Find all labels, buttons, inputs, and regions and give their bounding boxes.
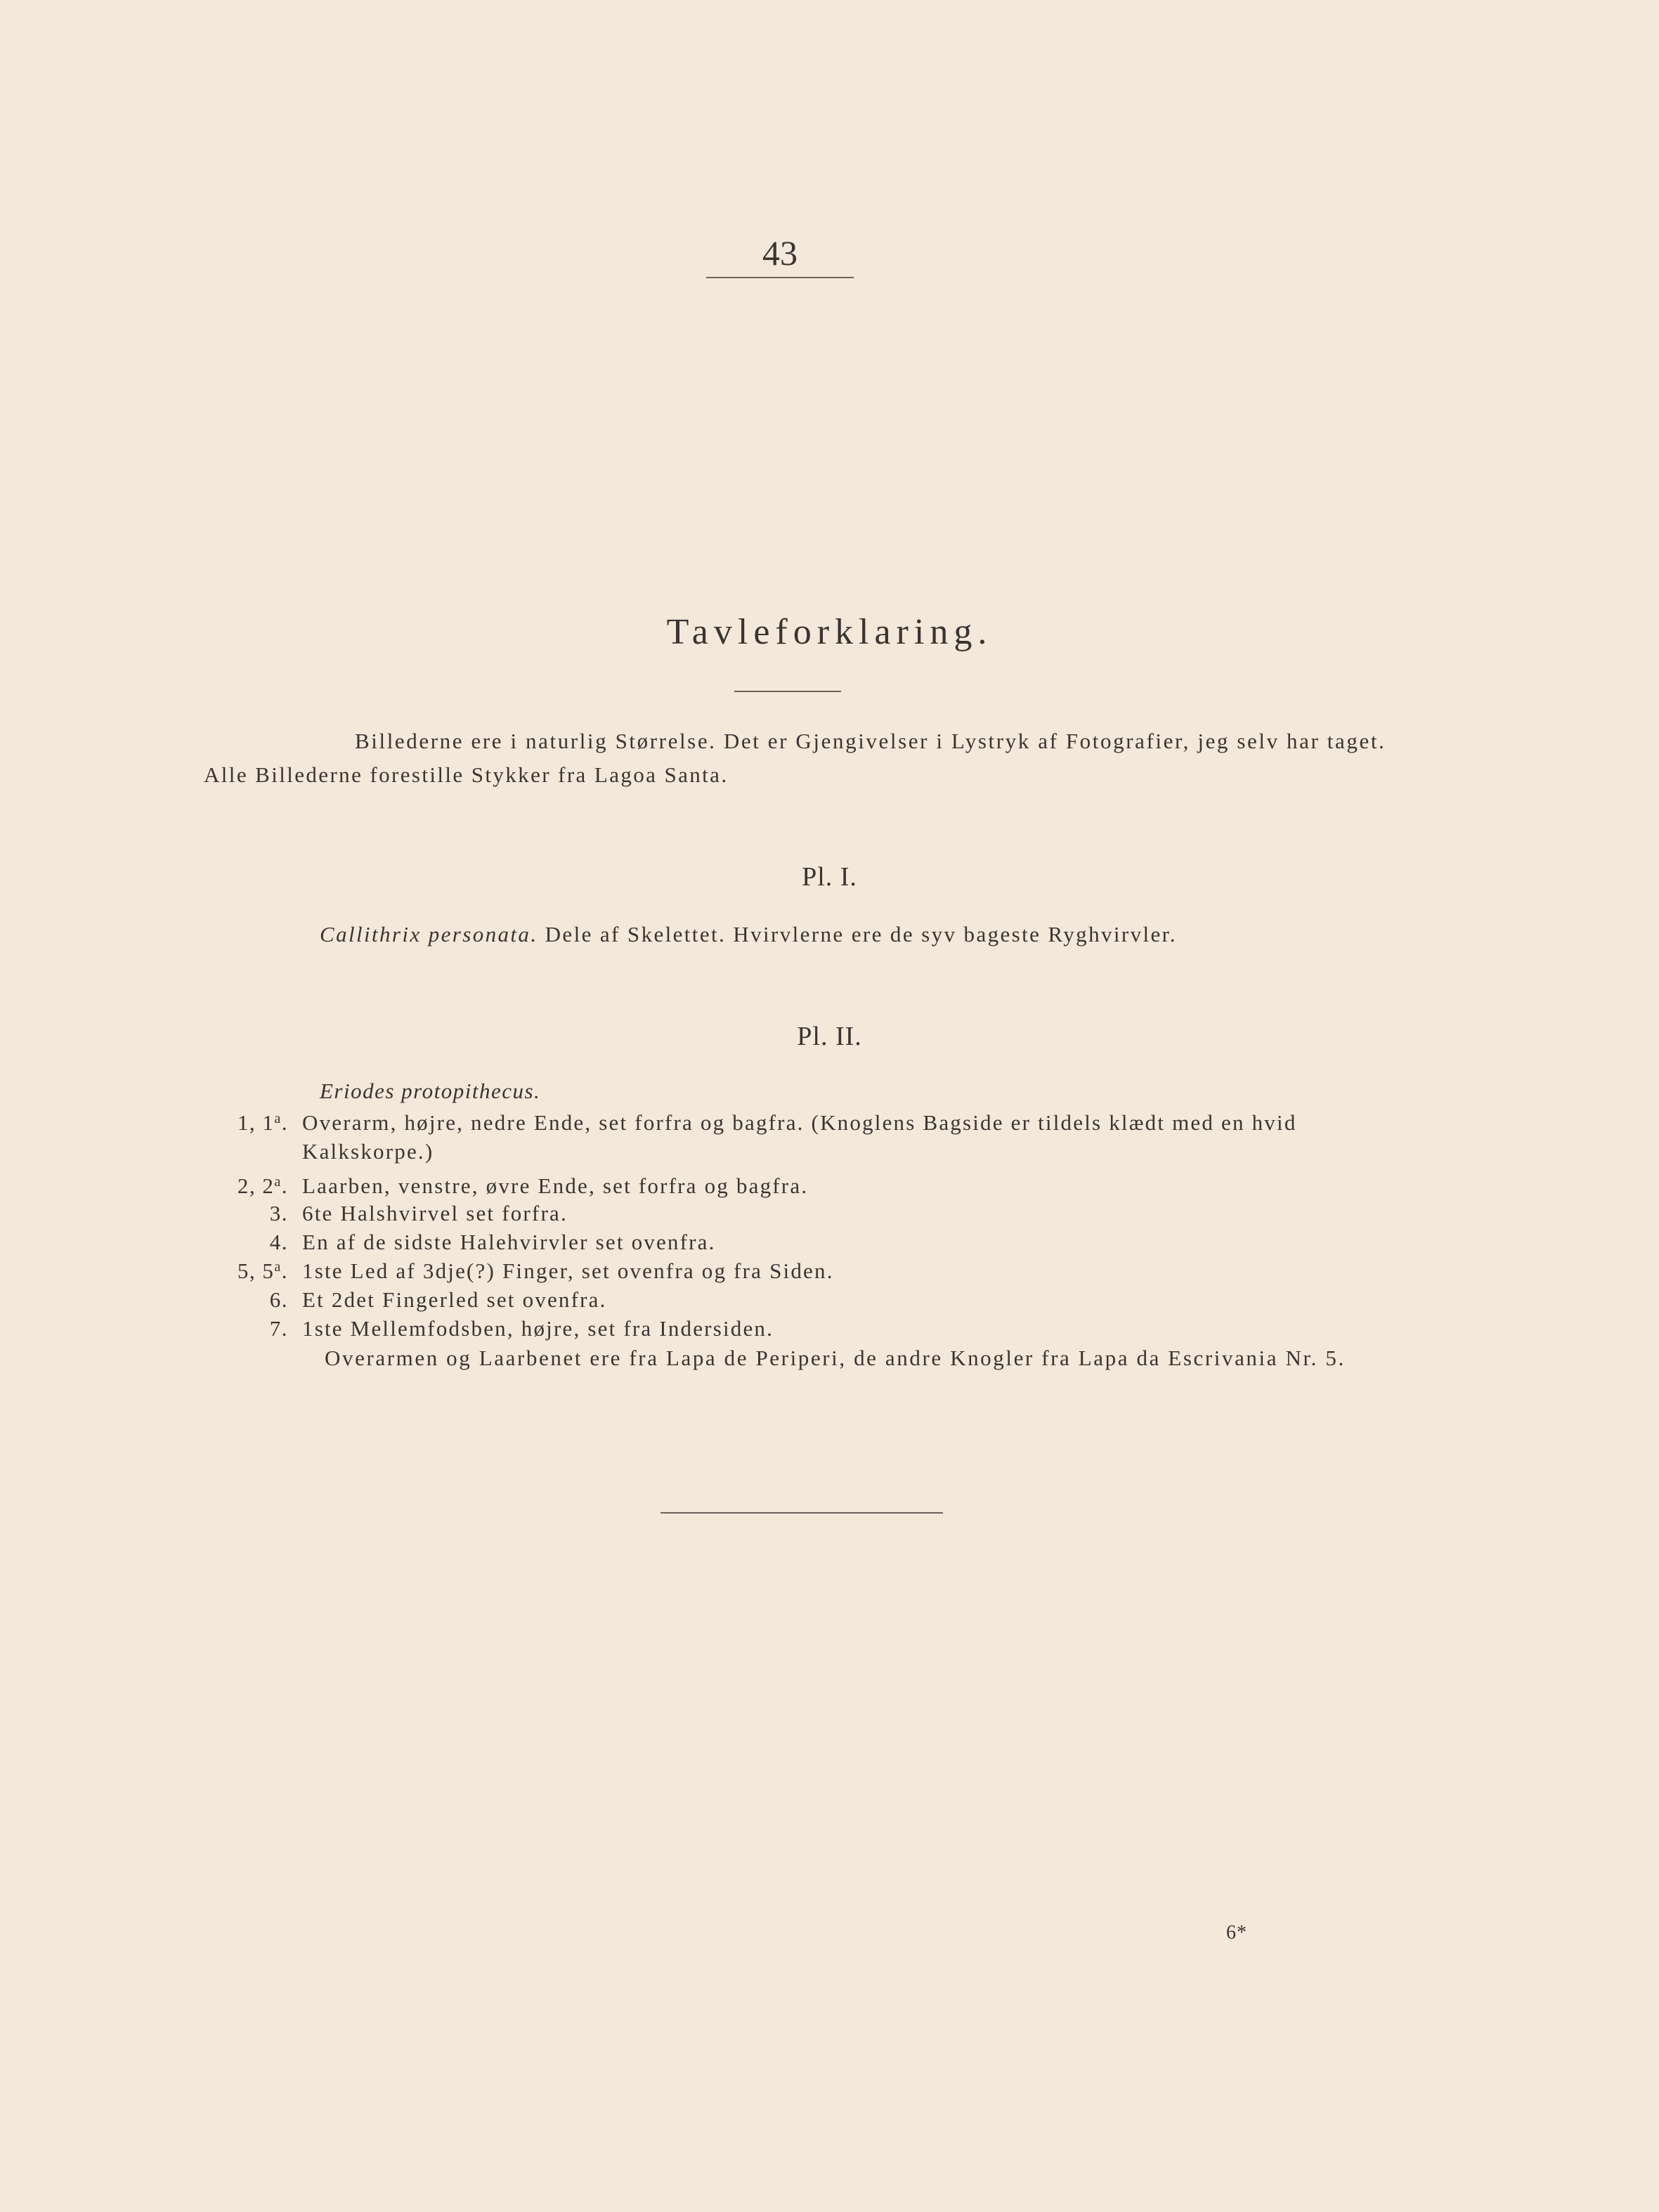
entry-text: 6te Halshvirvel set forfra. [302,1201,568,1225]
entry-text: Et 2det Fingerled set ovenfra. [302,1287,607,1312]
entry-text: En af de sidste Halehvirvler set ovenfra. [302,1230,716,1254]
intro-line-1: Billederne ere i naturlig Størrelse. Det er Gjengivelser i Lystryk af Fotografier, jeg selv har taget. [355,729,1386,753]
intro-line-2: Alle Billederne forestille Stykker fra Lagoa Santa. [204,762,729,787]
plate-2-species: Eriodes protopithecus. [320,1079,541,1103]
entry-number: 4. [269,1230,288,1254]
page-title: Tavleforklaring. [666,612,993,652]
bottom-rule [661,1512,943,1514]
signature-mark: 6* [1226,1922,1247,1944]
entry-text: Laarben, venstre, øvre Ende, set forfra og bagfra. [302,1173,809,1198]
entry-number: 3. [269,1201,288,1225]
closing-note: Overarmen og Laarbenet ere fra Lapa de Periperi, de andre Knogler fra Lapa da Escrivania Nr. 5. [325,1346,1346,1370]
entry-text-continued: Kalkskorpe.) [302,1139,434,1164]
entry-number: 7. [269,1316,288,1341]
entry-text: 1ste Led af 3dje(?) Finger, set ovenfra og fra Siden. [302,1258,834,1283]
page-number: 43 [762,233,798,273]
entry-text: Overarm, højre, nedre Ende, set forfra og bagfra. (Knoglens Bagside er tildels klædt med en hvid [302,1110,1297,1135]
title-rule [734,691,841,692]
plate-1-description [320,920,1177,949]
entry-number: 6. [269,1287,288,1312]
page-number-rule [706,277,854,278]
entry-text: 1ste Mellemfodsben, højre, set fra Indersiden. [302,1316,774,1341]
plate-1-heading: Pl. I. [802,862,857,892]
plate-2-heading: Pl. II. [797,1022,862,1051]
plate-1-species: Callithrix personata. [320,922,538,946]
entry-number: 5, 5$^a$. [237,1258,288,1283]
entry-number: 1, 1$^a$. [237,1110,288,1135]
plate-1-description-text: Dele af Skelettet. Hvirvlerne ere de syv bageste Ryghvirvler. [545,922,1177,946]
entry-number: 2, 2$^a$. [237,1173,288,1198]
